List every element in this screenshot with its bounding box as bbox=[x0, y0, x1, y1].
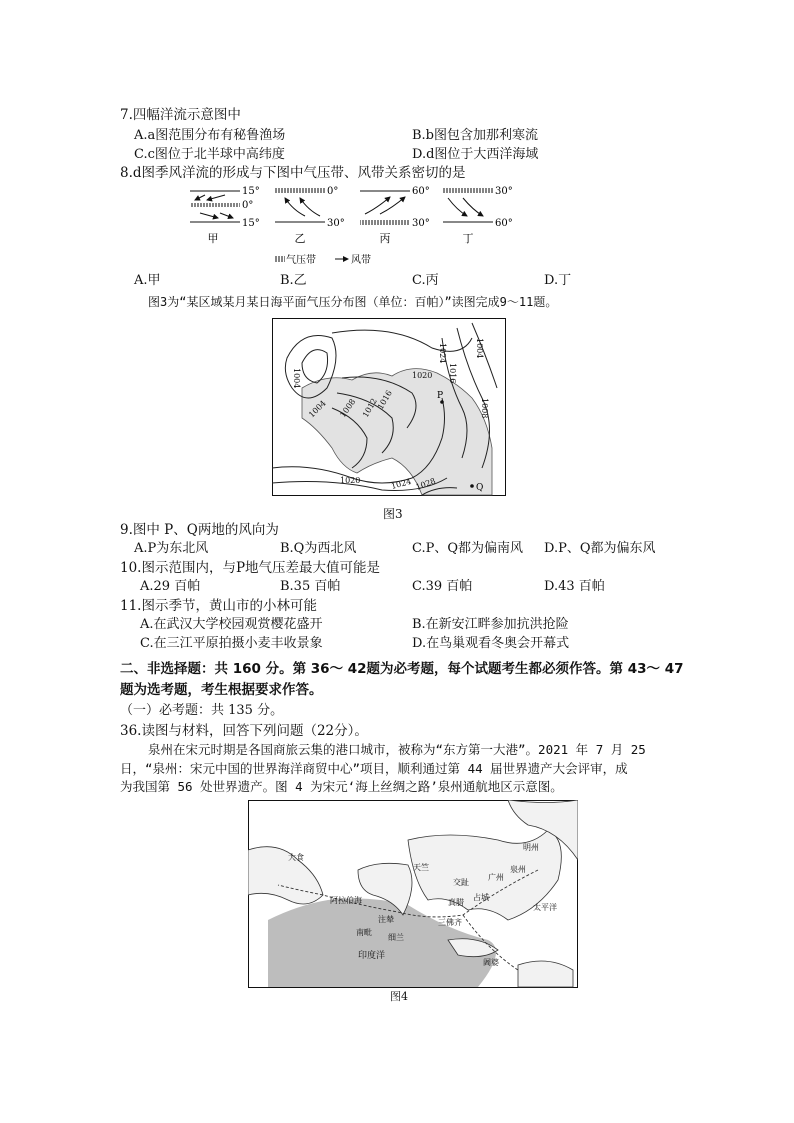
q36-stem: 36.读图与材料，回答下列问题（22分）。 bbox=[120, 723, 368, 739]
isobar-label-13: 1028 bbox=[414, 476, 437, 492]
maritime-silk-road-map bbox=[248, 800, 578, 988]
q7-option-a: A.a图范围分布有秘鲁渔场 bbox=[134, 128, 286, 143]
yi-name: 乙 bbox=[294, 232, 306, 245]
panel-jia bbox=[190, 186, 260, 245]
ding-top-label: 30° bbox=[495, 186, 513, 197]
fig3-intro: 图3为“某区域某月某日海平面气压分布图（单位：百帕）”读图完成9～11题。 bbox=[148, 295, 558, 309]
section2-line2: 题为选考题，考生根据要求作答。 bbox=[120, 682, 323, 698]
panel-ding bbox=[443, 186, 513, 245]
diagram-legend bbox=[275, 253, 371, 266]
isobar-label-6: 1004 bbox=[307, 398, 328, 420]
q36-para-line1: 泉州在宋元时期是各国商旅云集的港口城市，被称为“东方第一大港”。2021 年 7 月 25 bbox=[148, 742, 646, 757]
panel-bing bbox=[360, 186, 430, 245]
legend-pressure-label: 气压带 bbox=[286, 255, 316, 266]
legend-wind-label: 风带 bbox=[351, 255, 371, 266]
yi-top-label: 0° bbox=[327, 186, 339, 197]
q9-option-b: B.Q为西北风 bbox=[280, 541, 357, 556]
map-label-nanpi: 南毗 bbox=[356, 928, 372, 937]
q8-option-d: D.丁 bbox=[544, 273, 572, 288]
panel-yi bbox=[275, 186, 345, 245]
jia-name: 甲 bbox=[207, 232, 219, 245]
isobar-label-11: 1020 bbox=[340, 476, 361, 485]
ding-name: 丁 bbox=[462, 232, 474, 245]
q10-option-a: A.29 百帕 bbox=[140, 579, 201, 594]
section2-sub: （一）必考题：共 135 分。 bbox=[120, 703, 284, 718]
bing-name: 丙 bbox=[379, 232, 391, 245]
q9-option-d: D.P、Q都为偏东风 bbox=[544, 541, 656, 556]
jia-mid-label: 0° bbox=[242, 200, 254, 211]
q10-option-b: B.35 百帕 bbox=[280, 579, 341, 594]
ding-bottom-label: 60° bbox=[495, 218, 513, 229]
q11-option-d: D.在鸟巢观看冬奥会开幕式 bbox=[412, 636, 570, 651]
q7-option-b: B.b图包含加那利寒流 bbox=[412, 128, 539, 143]
q11-option-b: B.在新安江畔参加抗洪抢险 bbox=[412, 617, 569, 632]
q10-option-d: D.43 百帕 bbox=[544, 579, 605, 594]
q36-para-line3: 为我国第 56 处世界遗产。图 4 为宋元‘海上丝绸之路’泉州通航地区示意图。 bbox=[120, 779, 563, 794]
map-label-mingzhou: 明州 bbox=[523, 843, 539, 852]
isobar-label-8: 1016 bbox=[448, 363, 457, 384]
map-label-arabian-sea: 阿拉伯海 bbox=[330, 896, 362, 905]
map-label-tianzhu: 天竺 bbox=[413, 863, 429, 872]
map-label-jiaozhi: 交趾 bbox=[453, 878, 469, 887]
point-q-label: Q bbox=[476, 483, 484, 493]
q8-stem: 8.d图季风洋流的形成与下图中气压带、风带关系密切的是 bbox=[120, 165, 466, 181]
isobar-label-1: 1004 bbox=[292, 368, 301, 389]
map-label-dashi: 大食 bbox=[288, 853, 304, 862]
bing-bottom-label: 30° bbox=[412, 218, 430, 229]
isobar-label-10: 1004 bbox=[475, 338, 484, 359]
isobar-label-7: 1024 bbox=[438, 343, 447, 364]
q8-option-a: A.甲 bbox=[134, 273, 161, 288]
fig4-caption: 图4 bbox=[390, 990, 408, 1003]
pressure-map bbox=[272, 318, 506, 496]
wind-belt-diagram bbox=[185, 180, 530, 280]
isobar-label-5: 1008 bbox=[338, 397, 358, 420]
map-label-shepo: 阇婆 bbox=[483, 958, 499, 967]
jia-top-label: 15° bbox=[242, 186, 260, 197]
fig3-caption: 图3 bbox=[383, 507, 403, 521]
q11-option-c: C.在三江平原拍摄小麦丰收景象 bbox=[140, 636, 323, 651]
isobar-label-9: 1008 bbox=[480, 398, 489, 419]
map-label-indian-ocean: 印度洋 bbox=[358, 951, 386, 961]
jia-bottom-label: 15° bbox=[242, 218, 260, 229]
q10-option-c: C.39 百帕 bbox=[412, 579, 473, 594]
map-label-zhancheng: 占城 bbox=[473, 893, 489, 902]
q7-stem: 7.四幅洋流示意图中 bbox=[120, 107, 241, 123]
isobar-label-2: 1020 bbox=[412, 371, 433, 380]
q8-option-c: C.丙 bbox=[412, 273, 439, 288]
section2-line1: 二、非选择题：共 160 分。第 36～ 42题为必考题，每个试题考生都必须作答。第 43～ 47 bbox=[120, 661, 684, 677]
isobar-label-12: 1024 bbox=[390, 476, 413, 491]
map-label-guangzhou: 广州 bbox=[488, 873, 504, 882]
isobar-label-4: 1012 bbox=[360, 396, 379, 419]
point-p-label: P bbox=[437, 391, 444, 401]
map-label-quanzhou: 泉州 bbox=[510, 865, 526, 874]
q9-option-c: C.P、Q都为偏南风 bbox=[412, 541, 524, 556]
map-label-zhunian: 注辇 bbox=[378, 915, 394, 924]
q7-option-d: D.d图位于大西洋海域 bbox=[412, 147, 539, 162]
q11-option-a: A.在武汉大学校园观赏樱花盛开 bbox=[140, 617, 323, 632]
q36-para-line2: 日，“泉州：宋元中国的世界海洋商贸中心”项目，顺利通过第 44 届世界遗产大会评审，成 bbox=[120, 761, 628, 776]
bing-top-label: 60° bbox=[412, 186, 430, 197]
q10-stem: 10.图示范围内，与P地气压差最大值可能是 bbox=[120, 560, 381, 576]
q9-option-a: A.P为东北风 bbox=[134, 541, 209, 556]
q7-option-c: C.c图位于北半球中高纬度 bbox=[134, 147, 285, 162]
map-label-zhenla: 真腊 bbox=[448, 898, 464, 907]
yi-bottom-label: 30° bbox=[327, 218, 345, 229]
isobar-label-3: 1016 bbox=[375, 388, 394, 411]
q11-stem: 11.图示季节，黄山市的小林可能 bbox=[120, 598, 317, 614]
map-label-pacific: 太平洋 bbox=[533, 903, 557, 912]
map-label-sanfoqi: 三佛齐 bbox=[438, 918, 462, 927]
q9-stem: 9.图中 P、Q两地的风向为 bbox=[120, 522, 279, 538]
map-label-xilan: 细兰 bbox=[388, 933, 404, 942]
q8-option-b: B.乙 bbox=[280, 273, 307, 288]
